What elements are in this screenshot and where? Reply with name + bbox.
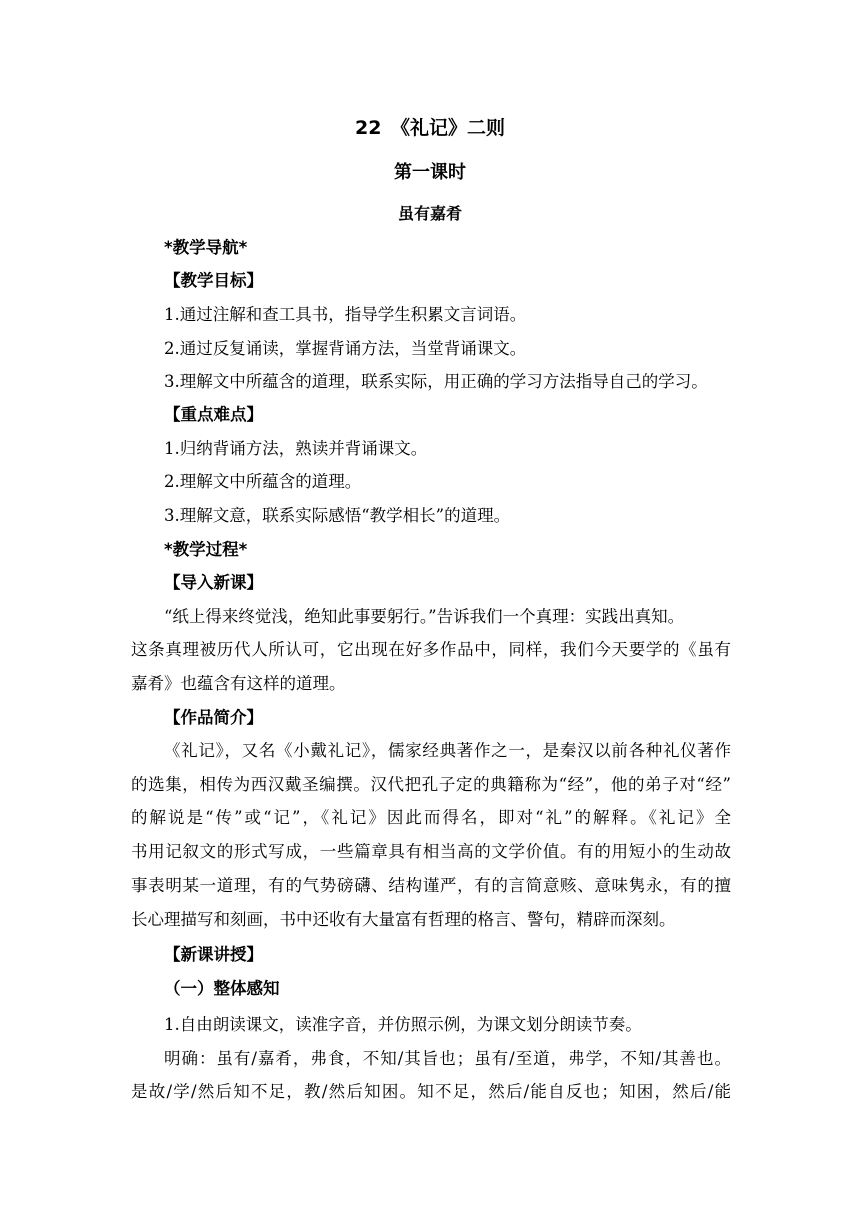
goal-item: 1.通过注解和查工具书，指导学生积累文言词语。: [164, 305, 527, 324]
intro-heading: 【导入新课】: [164, 573, 263, 592]
works-heading: 【作品简介】: [164, 708, 263, 727]
keypoint-item: 3.理解文意，联系实际感悟“教学相长”的道理。: [164, 506, 511, 525]
intro-paragraph-line: 这条真理被历代人所认可，它出现在好多作品中，同样，我们今天要学的《虽有: [131, 640, 731, 659]
answer-line: 是故/学/然后知不足，教/然后知困。知不足，然后/能自反也；知困，然后/能: [131, 1082, 731, 1101]
works-paragraph-line: 的解说是“传”或“记”，《礼记》因此而得名，即对“礼”的解释。《礼记》全: [131, 808, 731, 827]
intro-paragraph-line: “纸上得来终觉浅，绝知此事要躬行。”告诉我们一个真理：实践出真知。: [164, 607, 685, 626]
works-paragraph-line: 长心理描写和刻画，书中还收有大量富有哲理的格言、警句，精辟而深刻。: [131, 910, 676, 929]
works-paragraph-line: 事表明某一道理，有的气势磅礴、结构谨严，有的言简意赅、意味隽永，有的擅: [131, 876, 731, 895]
newlesson-heading: 【新课讲授】: [164, 945, 263, 964]
goal-item: 2.通过反复诵读，掌握背诵方法，当堂背诵课文。: [164, 339, 527, 358]
task-item: 1.自由朗读课文，读准字音，并仿照示例，为课文划分朗读节奏。: [164, 1015, 642, 1034]
intro-paragraph-line: 嘉肴》也蕴含有这样的道理。: [131, 674, 346, 693]
works-paragraph-line: 的选集，相传为西汉戴圣编撰。汉代把孔子定的典籍称为“经”，他的弟子对“经”: [131, 775, 731, 794]
goal-item: 3.理解文中所蕴含的道理，联系实际，用正确的学习方法指导自己的学习。: [164, 372, 708, 391]
section-heading: （一）整体感知: [164, 979, 280, 998]
lesson-heading: 第一课时: [394, 162, 466, 183]
process-heading: *教学过程*: [164, 540, 248, 559]
goals-heading: 【教学目标】: [164, 271, 263, 290]
answer-line: 明确：虽有/嘉肴，弗食，不知/其旨也；虽有/至道，弗学，不知/其善也。: [164, 1049, 731, 1068]
document-title: 22 《礼记》二则: [355, 117, 505, 139]
works-paragraph-line: 书用记叙文的形式写成，一些篇章具有相当高的文学价值。有的用短小的生动故: [131, 842, 731, 861]
keypoint-item: 1.归纳背诵方法，熟读并背诵课文。: [164, 439, 428, 458]
keypoint-item: 2.理解文中所蕴含的道理。: [164, 472, 362, 491]
text-subtitle: 虽有嘉肴: [397, 204, 462, 223]
works-paragraph-line: 《礼记》，又名《小戴礼记》，儒家经典著作之一，是秦汉以前各种礼仪著作: [164, 741, 731, 760]
keypoints-heading: 【重点难点】: [164, 405, 263, 424]
guide-heading: *教学导航*: [164, 238, 248, 257]
